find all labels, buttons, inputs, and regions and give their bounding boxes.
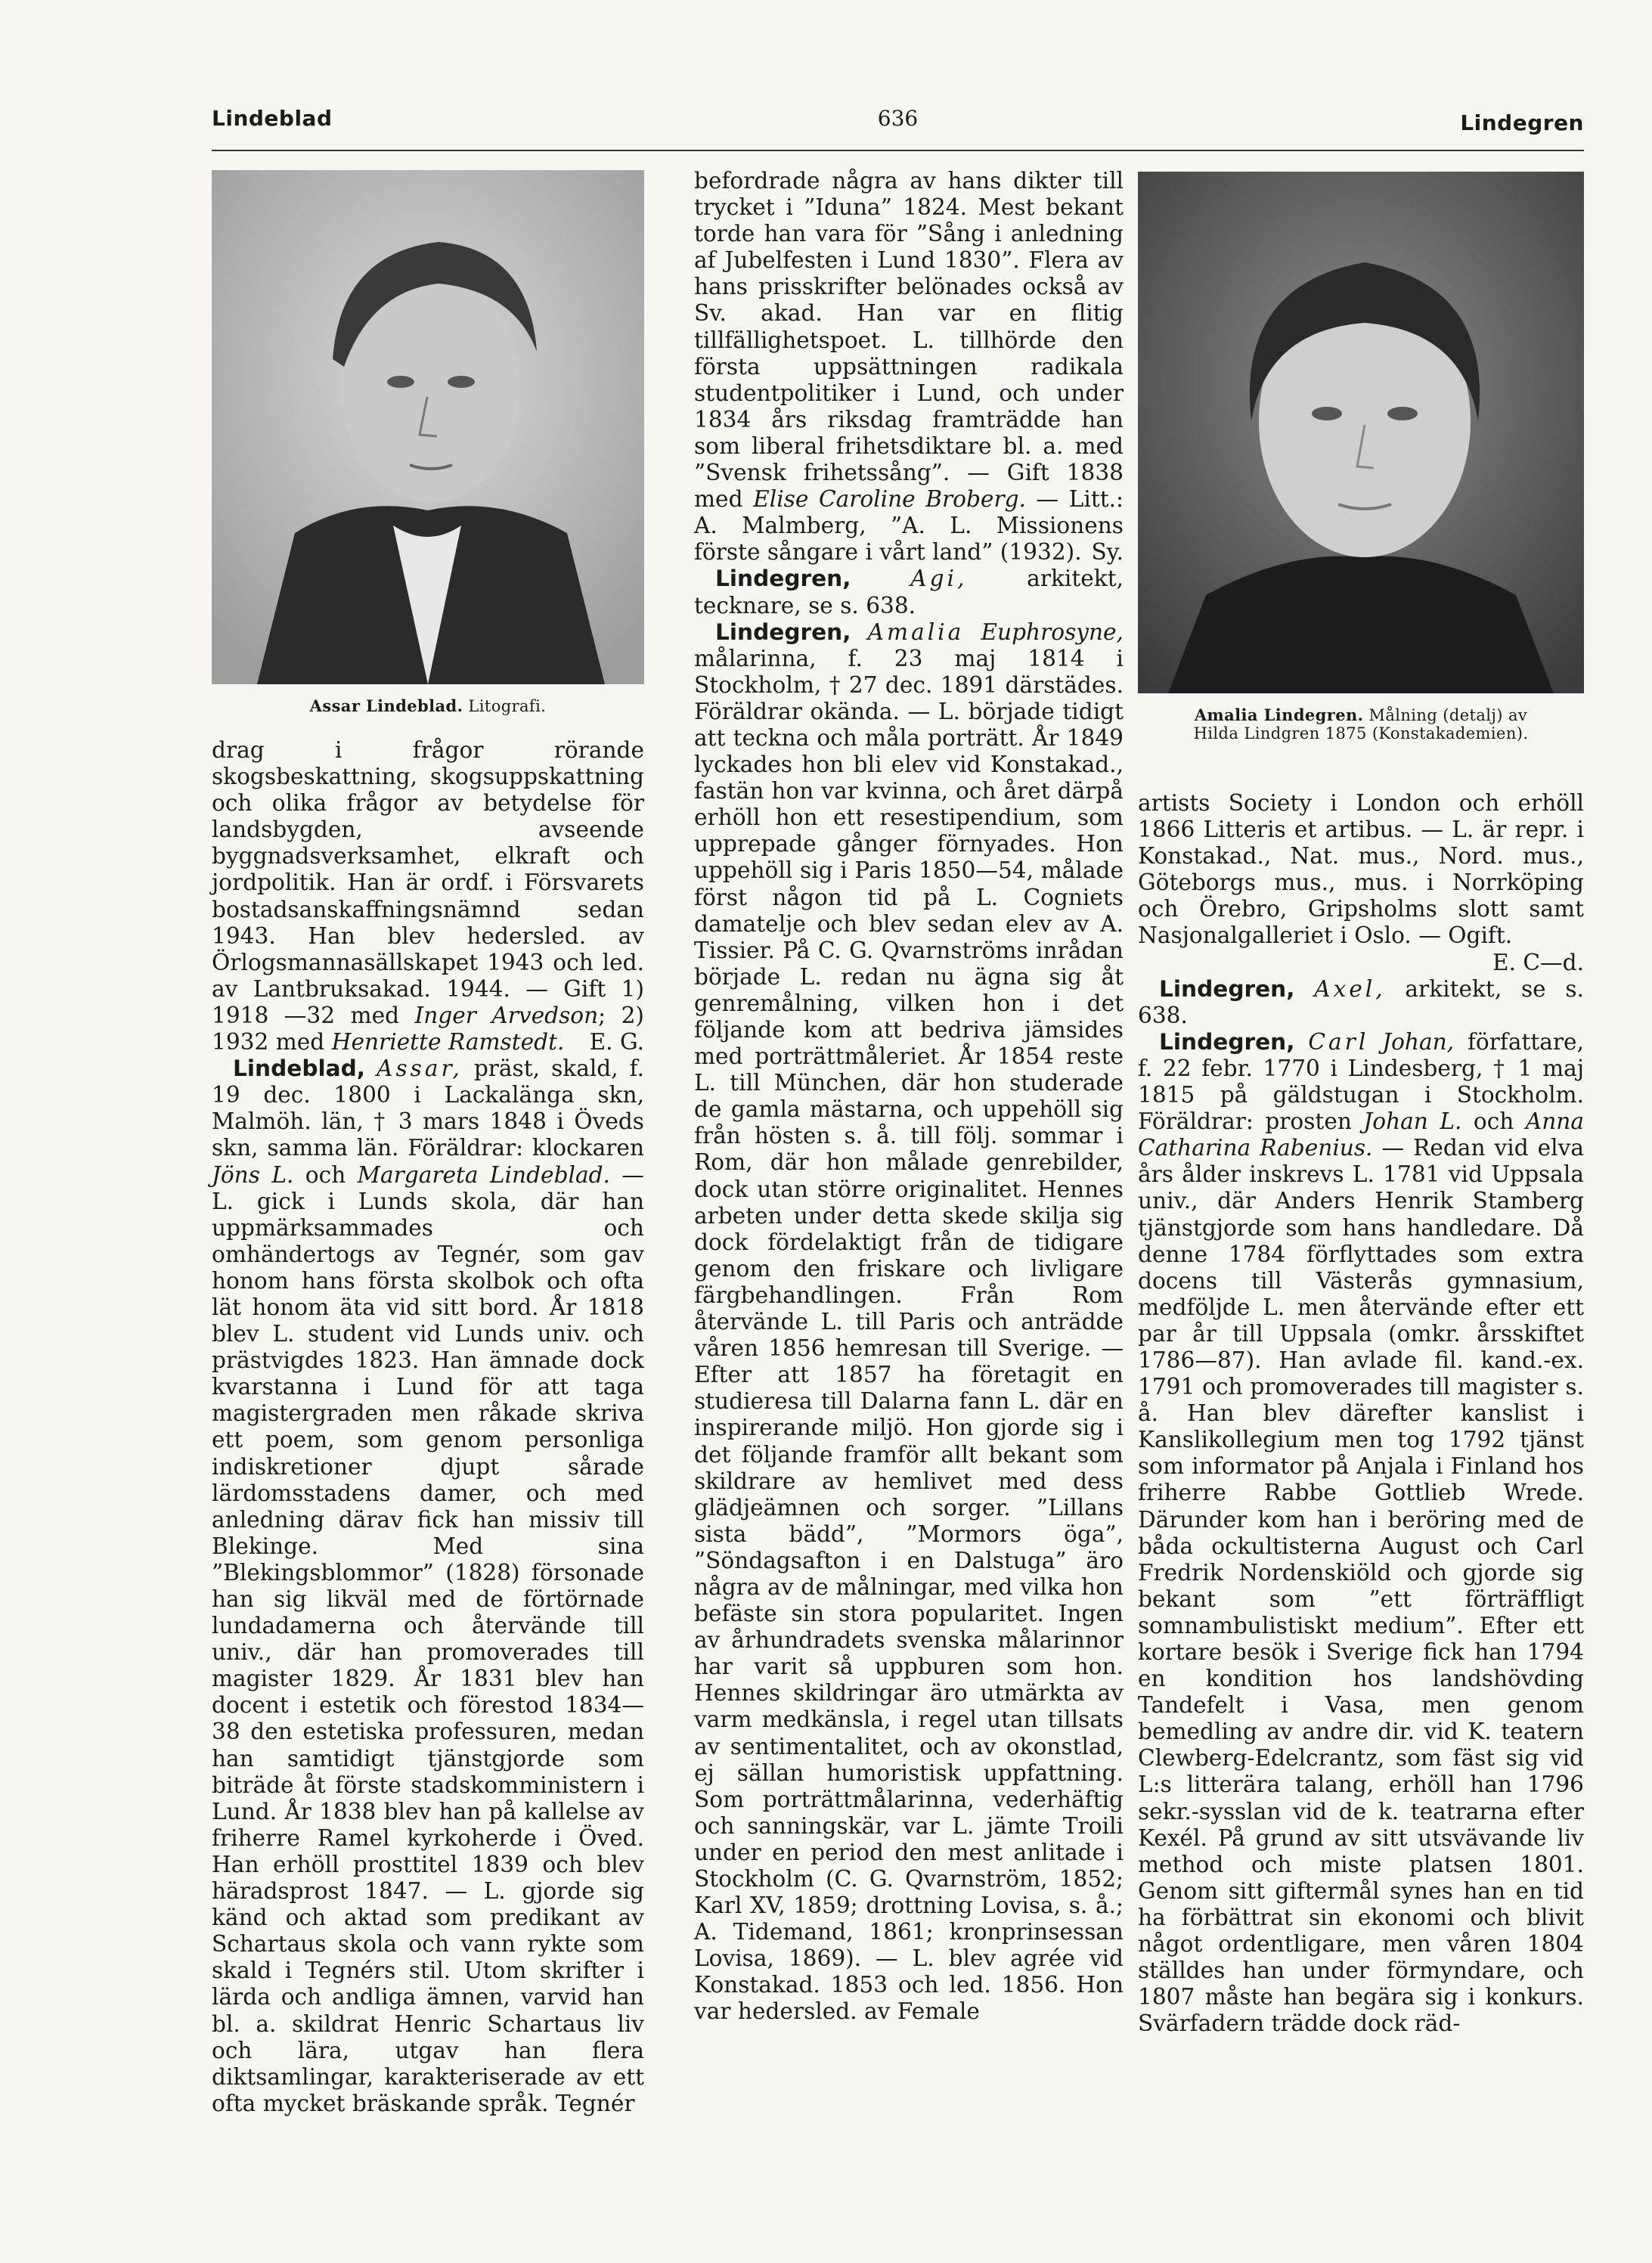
entry-amalia-text: målarinna, f. 23 maj 1814 i Stockholm, † 27 dec. 1891 därstädes. Föräldrar okända. — L. började tidigt att teckna och måla porträtt. År 1849 lyckades hon bli elev vid Konstakad., fastän hon var kvinna, och året därpå erhöll hon ett resestipendium, som upprepade gånger förnyades. Hon uppehöll sig i Paris 1850—54, målade först någon tid på L. Cogniets damatelje och blev sedan elev av A. Tissier. På C. G. Qvarnströms inrådan började L. redan nu ägna sig åt genremålning, vilken hon i det följande kom att bedriva jämsides med porträttmåleriet. År 1854 reste L. till München, där hon studerade de gamla mästarna, och uppehöll sig från hösten s. å. till följ. sommar i Rom, där hon målade genrebilder, dock utan större originalitet. Hennes arbeten under detta skede skilja sig dock fördelaktigt från de tidigare genom den friskare och livligare färgbehandlingen. Från Rom återvände L. till Paris och anträdde våren 1856 hemresan till Sverige. — Efter att 1857 ha företagit en studieresa till Dalarna fann L. där en inspirerande miljö. Hon gjorde sig i det följande framför allt bekant som skildrare av hemlivet med dess glädjeämnen och sorger. ”Lillans sista bädd”, ”Mormors öga”, ”Söndagsafton i en Dalstuga” äro några av de målningar, med vilka hon befäste sin stora popularitet. Ingen av århundradets svenska målarinnor har varit så uppburen som hon. Hennes skildringar äro utmärkta av varm medkänsla, i regel utan tillsats av sentimentalitet, och av okonstlad, ej sällan humoristisk uppfattning. Som porträttmålarinna, vederhäftig och sanningskär, var L. jämte Troili under en period den mest anlitade i Stockholm (C. G. Qvarnström, 1852; Karl XV, 1859; drottning Lovisa, s. å.; A. Tidemand, 1861; kronprinsessan Lovisa, 1869). — L. blev agrée vid Konstakad. 1853 och led. 1856. Hon var hedersled. av Female — [694, 645, 1124, 2025]
entry-name-agi: Agi, — [910, 566, 968, 592]
col1-signature: E. G. — [589, 1029, 644, 1056]
entry-head-axel: Lindegren, — [1159, 975, 1295, 1002]
running-head-left: Lindeblad — [212, 106, 333, 131]
col1-paragraph-1 — [212, 737, 644, 1056]
col1-wife2: Henriette Ramstedt. — [331, 1029, 565, 1056]
entry-amalia-lindegren — [694, 619, 1124, 2026]
caption-left — [212, 697, 644, 715]
col3-paragraph-1 — [1138, 790, 1584, 975]
entry-name-axel: Axel, — [1314, 975, 1386, 1002]
column-1 — [212, 737, 644, 2117]
caption-right — [1138, 706, 1584, 742]
entry-assar-text-c: — L. gick i Lunds skola, där han uppmärksammades och omhändertogs av Tegnér, som gav honom hans första skolbok och ofta lät honom äta vid sitt bord. År 1818 blev L. student vid Lunds univ. och prästvigdes 1823. Han ämnade dock kvarstanna i Lund för att taga magistergraden men råkade skriva ett poem, som genom personliga indiskretioner djupt sårade lärdomsstadens damer, och med anledning därav fick han missiv till Blekinge. Med sina ”Blekingsblommor” (1828) försonade han sig likväl med de förtörnade lundadamerna och återvände till univ., där han promoverades till magister 1829. År 1831 blev han docent i estetik och förestod 1834—38 den estetiska professuren, medan han samtidigt tjänstgjorde som biträde åt förste stadskomministern i Lund. År 1838 blev han på kallelse av friherre Ramel kyrkoherde i Öved. Han erhöll prosttitel 1839 och blev häradsprost 1847. — L. gjorde sig känd och aktad som predikant av Schartaus skola och vann rykte som skald i Tegnérs stil. Utom skrifter i lärda och andliga ämnen, varvid han bl. a. skildrat Henric Schartaus liv och lära, utgav han flera diktsamlingar, karakteriserade av ett ofta mycket bräskande språk. Tegnér — [212, 1161, 644, 2116]
figure-amalia-lindegren — [1138, 168, 1584, 765]
col1-wife1: Inger Arvedson — [414, 1002, 599, 1028]
entry-carl-mother: Anna Catharina Rabenius. — [1138, 1108, 1584, 1161]
caption-left-rest: Litografi. — [468, 697, 547, 715]
entry-name-assar: Assar, — [377, 1056, 463, 1082]
page-number: 636 — [877, 106, 919, 131]
portrait-amalia-lindegren — [1138, 172, 1584, 693]
entry-axel-text: arkitekt, se s. 638. — [1138, 975, 1584, 1028]
portrait-assar-lindeblad — [212, 170, 644, 684]
figure-assar-lindeblad — [212, 166, 644, 726]
caption-right-name: Amalia Lindegren. — [1194, 705, 1364, 724]
entry-carl-johan-lindegren — [1138, 1029, 1584, 2038]
col2-p1-end: — Litt.: A. Malmberg, ”A. L. Missionens förste sångare i vårt land” (1932). — [694, 486, 1124, 566]
entry-head-agi: Lindegren, — [715, 566, 851, 592]
col1-p1-mid: ; 2) 1932 med — [212, 1002, 644, 1056]
col3-signature: E. C—d. — [1492, 949, 1584, 975]
entry-axel-lindegren — [1138, 976, 1584, 1029]
entry-assar-text-b: och — [305, 1161, 346, 1188]
portrait-lithograph-image — [212, 170, 644, 684]
col1-p1-text: drag i frågor rörande skogsbeskattning, skogsuppskattning och olika frågor av betydelse för landsbygden, avseende byggnadsverksamhet, elkraft och jordpolitik. Han är ordf. i Försvarets bostadsanskaffningsnämnd sedan 1943. Han blev hedersled. av Örlogsmannasällskapet 1943 och led. av Lantbruksakad. 1944. — Gift 1) 1918 —32 med — [212, 737, 644, 1028]
entry-assar-mother: Margareta Lindeblad. — [357, 1161, 610, 1188]
caption-right-rest: Målning (detalj) av — [1368, 706, 1528, 724]
col2-p1-text: befordrade några av hans dikter till trycket i ”Iduna” 1824. Mest bekant torde han vara för ”Sång i anledning af Jubelfesten i Lund 1830”. Flera av hans prisskrifter belönades också av Sv. akad. Han var en flitig tillfällighetspoet. L. tillhörde den första uppsättningen radikala studentpolitiker i Lund, och under 1834 års riksdag framträdde han som liberal frihetsdiktare bl. a. med ”Svensk frihetssång”. — Gift 1838 med — [694, 168, 1124, 513]
entry-assar-text-a: präst, skald, f. 19 dec. 1800 i Lackalänga skn, Malmöh. län, † 3 mars 1848 i Öveds skn, samma län. Föräldrar: klockaren — [212, 1056, 644, 1161]
caption-left-name: Assar Lindeblad. — [309, 696, 463, 715]
entry-carl-text-c: — Redan vid elva års ålder inskrevs L. 1781 vid Uppsala univ., där Anders Henrik Stamberg tjänstgjorde som hans handledare. Då denne 1784 förflyttades som extra docens till Västerås gymnasium, medföljde L. men återvände efter ett par år till Uppsala (omkr. årsskiftet 1786—87). Han avlade fil. kand.-ex. 1791 och promoverades till magister s. å. Han blev därefter kanslist i Kanslikollegium men tog 1792 tjänst som informator på Anjala i Finland hos friherre Rabbe Gottlieb Wrede. Därunder kom han i beröring med de båda ockultisterna August och Carl Fredrik Nordenskiöld och gjorde sig bekant som ”ett förträffligt somnambulistiskt medium”. Efter ett kortare besök i Sverige fick han 1794 en kondition hos landshövding Tandefelt i Vasa, men genom bemedling av andre dir. vid K. teatern Clewberg-Edelcrantz, som fäst sig vid L:s litterära talang, erhöll han 1796 sekr.-sysslan vid de k. teatrarna efter Kexél. På grund av sitt utsvävande liv method och miste platsen 1801. Genom sitt giftermål synes han en tid ha förbättrat sin ekonomi och blivit något ordentligare, men våren 1804 ställdes han under förmyndare, och 1807 måste han begära sig i konkurs. Svärfadern trädde dock räd- — [1138, 1135, 1584, 2037]
column-3 — [1138, 790, 1584, 2037]
caption-right-line1 — [1138, 706, 1584, 724]
page-header — [212, 106, 1584, 144]
entry-carl-text-a: författare, f. 22 febr. 1770 i Lindesberg, † 1 maj 1815 på gäldstugan i Stockholm. Föräldrar: prosten — [1138, 1028, 1584, 1135]
col2-signature: Sy. — [1091, 539, 1124, 566]
entry-name-amalia: Amalia — [867, 618, 965, 645]
col3-p1-text: artists Society i London och erhöll 1866 Litteris et artibus. — L. är repr. i Konstakad., Nat. mus., Nord. mus., Göteborgs mus., mus. i Norrköping och Örebro, Gripsholms slott samt Nasjonalgalleriet i Oslo. — Ogift. — [1138, 790, 1584, 949]
entry-name-euphrosyne: Euphrosyne, — [981, 618, 1124, 645]
entry-head-lindeblad: Lindeblad, — [233, 1056, 366, 1082]
entry-name-johan: Johan, — [1382, 1028, 1455, 1055]
entry-agi-text: arkitekt, tecknare, se s. 638. — [694, 566, 1124, 618]
column-2 — [694, 168, 1124, 2026]
portrait-painting-image — [1138, 172, 1584, 693]
entry-assar-father: Jöns L. — [212, 1161, 294, 1188]
caption-right-line2: Hilda Lindgren 1875 (Konstakademien). — [1193, 724, 1529, 742]
entry-carl-text-b: och — [1473, 1108, 1514, 1135]
entry-carl-father: Johan L. — [1363, 1108, 1462, 1135]
col2-wife: Elise Caroline Broberg. — [753, 486, 1026, 513]
entry-agi-lindegren — [694, 566, 1124, 618]
header-rule — [212, 150, 1584, 151]
entry-assar-lindeblad — [212, 1056, 644, 2117]
entry-head-amalia: Lindegren, — [715, 618, 851, 645]
running-head-right: Lindegren — [1460, 110, 1584, 135]
entry-head-carl-johan: Lindegren, — [1159, 1028, 1295, 1055]
entry-name-carl: Carl — [1308, 1028, 1369, 1055]
col2-paragraph-1 — [694, 168, 1124, 566]
